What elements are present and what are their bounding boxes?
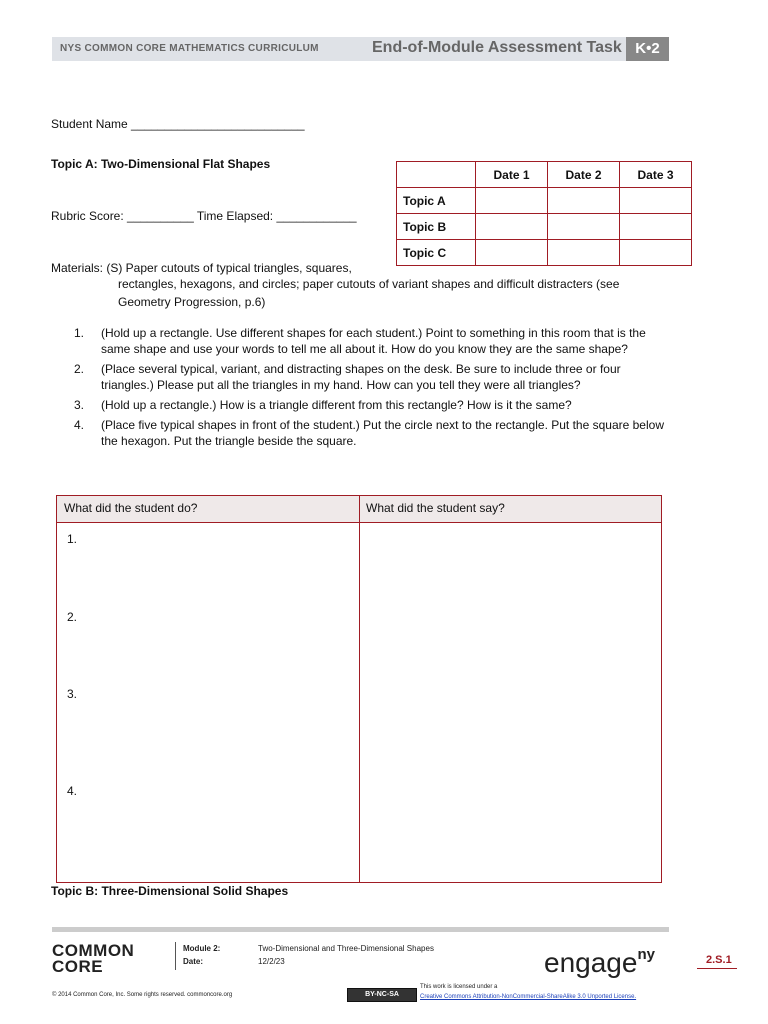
cc-badge-text: BY-NC-SA: [365, 991, 399, 998]
response-row-label: 3.: [67, 687, 78, 701]
response-row-label: 4.: [67, 784, 78, 798]
date-cell[interactable]: [476, 188, 548, 214]
page-number: 2.S.1: [706, 954, 732, 966]
task-list: [74, 325, 674, 453]
task-item: [74, 417, 674, 449]
materials-line-1: Materials: (S) Paper cutouts of typical triangles, squares,: [51, 261, 352, 275]
date-cell[interactable]: [620, 214, 692, 240]
student-do-header: What did the student do?: [64, 501, 198, 515]
task-text: (Hold up a rectangle.) How is a triangle different from this rectangle? How is it the same?: [101, 398, 572, 412]
footer-bar: [52, 927, 669, 932]
cc-license-badge[interactable]: [347, 988, 417, 1002]
student-say-area[interactable]: [360, 523, 660, 881]
task-text: (Place several typical, variant, and distracting shapes on the desk. Be sure to include three or four triangles.) Please put all the triangles in my hand. How can you tell they were all triangles?: [101, 362, 621, 392]
document-title: End-of-Module Assessment Task: [372, 39, 622, 56]
student-do-area[interactable]: [57, 523, 359, 881]
task-number: 3.: [74, 398, 85, 412]
footer-divider: [175, 942, 176, 970]
task-item: [74, 361, 674, 393]
topic-a-heading: Topic A: Two-Dimensional Flat Shapes: [51, 157, 271, 171]
student-name-field[interactable]: Student Name __________________________: [51, 117, 305, 131]
task-number: 4.: [74, 418, 85, 432]
ny-text: ny: [637, 946, 655, 963]
grade-module-badge: K•2: [626, 37, 669, 61]
task-item: [74, 325, 674, 357]
module-value: Two-Dimensional and Three-Dimensional Shapes: [258, 944, 434, 953]
common-core-logo: [52, 943, 134, 975]
license-link[interactable]: Creative Commons Attribution-NonCommercial-ShareAlike 3.0 Unported License.: [420, 994, 637, 1000]
copyright-text: © 2014 Common Core, Inc. Some rights reserved. commoncore.org: [52, 992, 233, 998]
date-table: [396, 161, 692, 266]
date-header-1: Date 1: [476, 162, 548, 188]
topic-b-heading: Topic B: Three-Dimensional Solid Shapes: [51, 884, 289, 898]
task-number: 1.: [74, 326, 85, 340]
curriculum-label: NYS COMMON CORE MATHEMATICS CURRICULUM: [60, 43, 319, 54]
task-text: (Hold up a rectangle. Use different shapes for each student.) Point to something in this room that is the same shape and use your words to tell me all about it. How do you know they are the same shape?: [101, 326, 646, 356]
date-cell[interactable]: [548, 188, 620, 214]
student-say-header: What did the student say?: [366, 501, 505, 515]
topic-b-row-label: Topic B: [397, 214, 476, 240]
license-intro: This work is licensed under a: [420, 984, 498, 990]
logo-line-1: COMMON: [52, 941, 135, 960]
response-row-label: 2.: [67, 610, 78, 624]
date-header-3: Date 3: [620, 162, 692, 188]
topic-c-row-label: Topic C: [397, 240, 476, 266]
date-cell[interactable]: [476, 240, 548, 266]
task-number: 2.: [74, 362, 85, 376]
engage-text: engage: [544, 947, 638, 978]
date-value: 12/2/23: [258, 957, 285, 966]
logo-line-2: CORE: [52, 957, 104, 976]
page-number-underline: [697, 968, 737, 969]
topic-a-row-label: Topic A: [397, 188, 476, 214]
module-label: Module 2:: [183, 944, 221, 953]
date-cell[interactable]: [620, 240, 692, 266]
response-row-label: 1.: [67, 532, 78, 546]
materials-line-2: rectangles, hexagons, and circles; paper cutouts of variant shapes and difficult distracters (see: [118, 277, 620, 291]
date-cell[interactable]: [620, 188, 692, 214]
date-cell[interactable]: [548, 240, 620, 266]
date-header-2: Date 2: [548, 162, 620, 188]
task-item: [74, 397, 674, 413]
date-cell[interactable]: [476, 214, 548, 240]
date-label: Date:: [183, 957, 204, 966]
engageny-logo: [544, 946, 655, 979]
task-text: (Place five typical shapes in front of the student.) Put the circle next to the rectangle. Put the square below the hexagon. Put the triangle beside the square.: [101, 418, 664, 448]
materials-line-3: Geometry Progression, p.6): [118, 295, 266, 309]
rubric-time-field[interactable]: Rubric Score: __________ Time Elapsed: ____________: [51, 209, 357, 223]
date-cell[interactable]: [548, 214, 620, 240]
date-table-corner: [397, 162, 476, 188]
